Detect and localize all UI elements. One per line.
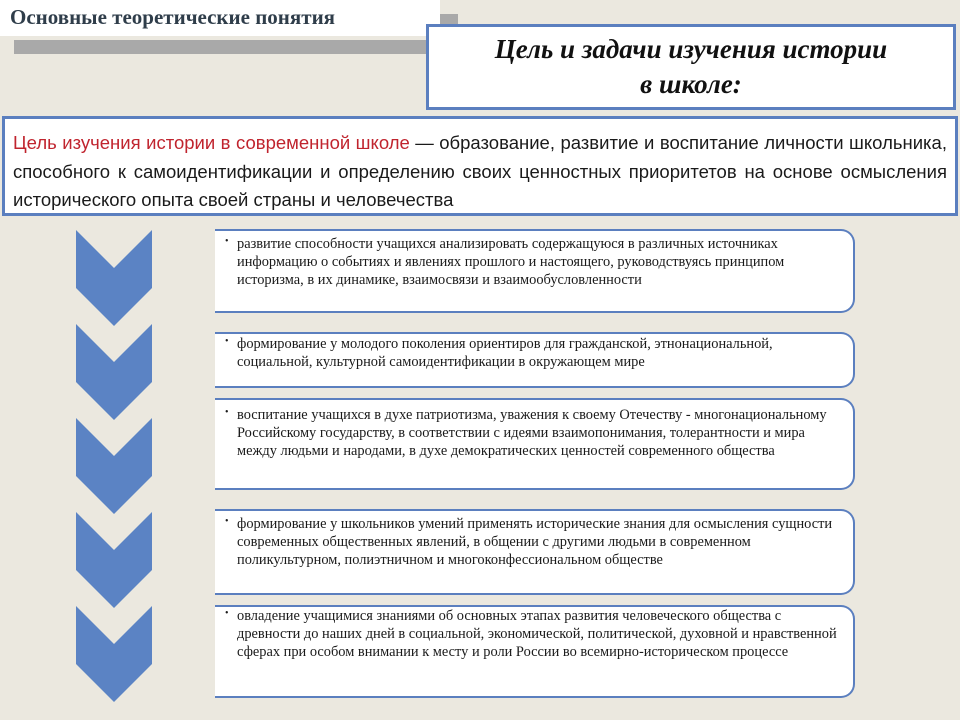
title-box — [426, 24, 956, 110]
chevron-column — [76, 230, 152, 720]
task-box — [215, 398, 855, 490]
chevron-down-icon — [76, 512, 152, 608]
goal-box — [2, 116, 958, 216]
chevron-down-icon — [76, 230, 152, 326]
chevron-down-icon — [76, 606, 152, 702]
bullet-icon: • — [225, 516, 229, 527]
task-box — [215, 229, 855, 313]
bullet-icon: • — [225, 336, 229, 347]
task-text: формирование у молодого поколения ориентиров для гражданской, этнонациональной, социальной, культурной самоидентификации в окружающем мире — [237, 336, 773, 370]
bullet-icon: • — [225, 236, 229, 247]
task-box — [215, 509, 855, 595]
bullet-icon: • — [225, 407, 229, 418]
goal-term: Цель изучения истории в современной школе — [13, 132, 410, 153]
task-text: овладение учащимися знаниями об основных этапах развития человеческого общества с древности до наших дней в социальной, экономической, политической, духовной и нравственной сферах при особом внимании к месту и роли России во всемирно-историческом процессе — [237, 608, 837, 660]
chevron-down-icon — [76, 418, 152, 514]
task-box — [215, 332, 855, 388]
task-text: воспитание учащихся в духе патриотизма, уважения к своему Отечеству - многонациональному Российскому государству, в соответствии с идеями взаимопонимания, толерантности и мира между людьми и народами, в духе демократических ценностей современного общества — [237, 407, 827, 459]
bullet-icon: • — [225, 608, 229, 619]
goal-definition: — образование, развитие и воспитание личности школьника, способного к самоидентификации и определению своих ценностных приоритетов на основе осмысления исторического опыта своей страны и человечества — [13, 132, 947, 210]
decorative-bar — [14, 40, 440, 54]
task-text: развитие способности учащихся анализировать содержащуюся в различных источниках информацию о событиях и явлениях прошлого и настоящего, руководствуясь принципом историзма, в их динамике, взаимосвязи и взаимообусловленности — [237, 236, 785, 288]
slide-title: Цель и задачи изучения истории в школе: — [494, 34, 888, 99]
chevron-down-icon — [76, 324, 152, 420]
task-box — [215, 605, 855, 698]
task-text: формирование у школьников умений применять исторические знания для осмысления сущности современных общественных явлений, в общении с другими людьми в современном поликультурном, полиэтничном и многоконфессиональном обществе — [237, 516, 833, 568]
section-label: Основные теоретические понятия — [0, 0, 440, 36]
